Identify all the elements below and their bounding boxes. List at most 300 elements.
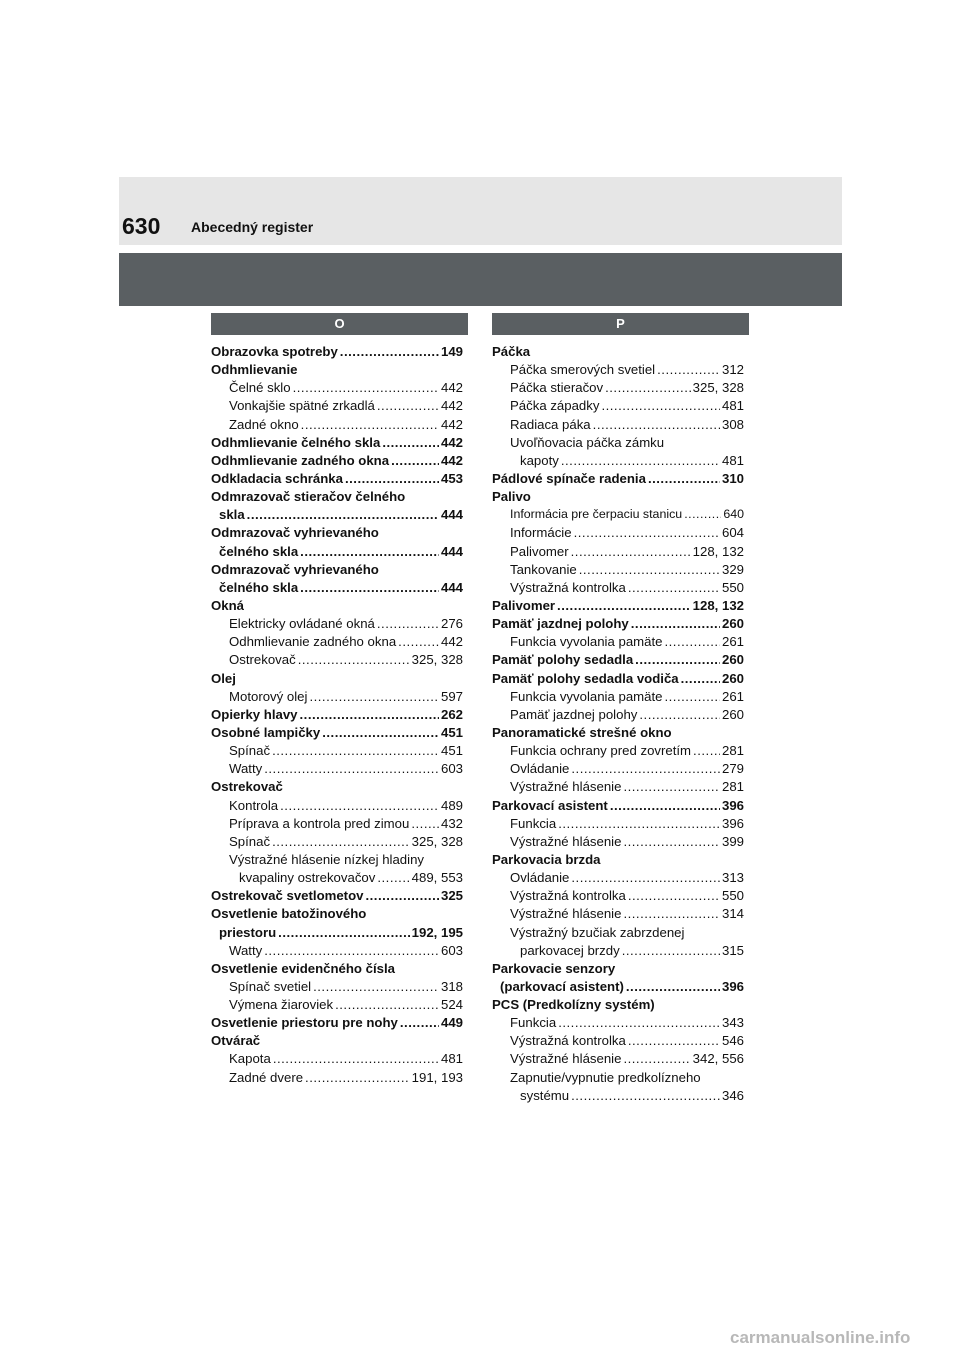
leader-dots bbox=[411, 816, 439, 831]
entry-text: kvapaliny ostrekovačov bbox=[239, 870, 376, 886]
entry-page-number: 399 bbox=[721, 833, 744, 849]
index-entry bbox=[211, 761, 463, 779]
leader-dots bbox=[623, 1051, 690, 1066]
leader-dots bbox=[631, 616, 720, 631]
entry-text: Spínač svetiel bbox=[229, 978, 312, 994]
index-entry bbox=[211, 852, 463, 870]
leader-dots bbox=[623, 779, 720, 794]
leader-dots bbox=[626, 979, 720, 994]
leader-dots bbox=[345, 471, 439, 486]
index-entry bbox=[492, 435, 744, 453]
letter-heading-o: O bbox=[211, 313, 468, 335]
index-entry bbox=[492, 906, 744, 924]
entry-page-number: 260 bbox=[721, 652, 744, 668]
leader-dots bbox=[398, 634, 439, 649]
leader-dots bbox=[628, 580, 720, 595]
index-entry bbox=[211, 798, 463, 816]
entry-page-number: 453 bbox=[440, 470, 463, 486]
index-entry bbox=[211, 1070, 463, 1088]
entry-page-number: 325, 328 bbox=[411, 652, 463, 668]
entry-page-number: 281 bbox=[721, 779, 744, 795]
leader-dots bbox=[264, 943, 439, 958]
entry-page-number: 343 bbox=[721, 1015, 744, 1031]
header-dark-band bbox=[119, 253, 842, 306]
letter-heading-p: P bbox=[492, 313, 749, 335]
index-entry bbox=[492, 925, 744, 943]
entry-text: Pamäť polohy sedadla bbox=[492, 652, 634, 668]
entry-page-number: 442 bbox=[440, 452, 463, 468]
entry-text: Watty bbox=[229, 761, 263, 777]
entry-page-number: 444 bbox=[440, 543, 463, 559]
leader-dots bbox=[635, 652, 720, 667]
index-entry bbox=[211, 471, 463, 489]
index-entry bbox=[492, 798, 744, 816]
index-column-o bbox=[211, 344, 463, 1088]
entry-page-number: 550 bbox=[721, 888, 744, 904]
entry-page-number: 260 bbox=[721, 706, 744, 722]
entry-text: Informácia pre čerpaciu stanicu bbox=[510, 507, 683, 522]
index-entry bbox=[211, 707, 463, 725]
index-entry bbox=[211, 870, 463, 888]
entry-text: Čelné sklo bbox=[229, 380, 291, 396]
leader-dots bbox=[571, 870, 720, 885]
index-entry bbox=[492, 743, 744, 761]
entry-page-number: 329 bbox=[721, 561, 744, 577]
index-entry bbox=[211, 725, 463, 743]
leader-dots bbox=[273, 1051, 439, 1066]
leader-dots bbox=[309, 689, 439, 704]
leader-dots bbox=[280, 798, 439, 813]
index-entry bbox=[211, 562, 463, 580]
entry-text: systému bbox=[520, 1087, 570, 1103]
entry-text: Výmena žiaroviek bbox=[229, 997, 334, 1013]
entry-page-number: 481 bbox=[721, 398, 744, 414]
entry-text: Palivomer bbox=[510, 543, 569, 559]
entry-text: Informácie bbox=[510, 525, 572, 541]
entry-text: Páčka stieračov bbox=[510, 380, 604, 396]
index-entry bbox=[492, 725, 744, 743]
leader-dots bbox=[623, 834, 720, 849]
entry-text: Odmrazovač stieračov čelného bbox=[211, 489, 406, 505]
index-entry bbox=[211, 544, 463, 562]
entry-page-number: 451 bbox=[440, 724, 463, 740]
entry-page-number: 603 bbox=[440, 942, 463, 958]
index-entry bbox=[492, 961, 744, 979]
index-entry bbox=[492, 1051, 744, 1069]
entry-page-number: 640 bbox=[723, 507, 744, 522]
index-entry bbox=[211, 925, 463, 943]
leader-dots bbox=[579, 562, 720, 577]
entry-text: Parkovacia brzda bbox=[492, 851, 601, 867]
leader-dots bbox=[558, 1015, 720, 1030]
leader-dots bbox=[247, 507, 439, 522]
entry-text: Funkcia bbox=[510, 1015, 557, 1031]
entry-text: Spínač bbox=[229, 743, 271, 759]
leader-dots bbox=[313, 979, 439, 994]
watermark: carmanualsonline.info bbox=[730, 1328, 911, 1347]
entry-page-number: 481 bbox=[721, 452, 744, 468]
leader-dots bbox=[610, 798, 720, 813]
entry-text: Otvárač bbox=[211, 1033, 261, 1049]
entry-text: Páčka západky bbox=[510, 398, 600, 414]
entry-text: Radiaca páka bbox=[510, 416, 591, 432]
entry-page-number: 192, 195 bbox=[411, 924, 463, 940]
index-entry bbox=[211, 743, 463, 761]
entry-page-number: 312 bbox=[721, 362, 744, 378]
entry-text: Ostrekovač bbox=[211, 779, 283, 795]
entry-text: Okná bbox=[211, 597, 244, 613]
leader-dots bbox=[601, 398, 720, 413]
entry-text: Pamäť jazdnej polohy bbox=[492, 616, 629, 632]
entry-text: Výstražná kontrolka bbox=[510, 579, 626, 595]
entry-text: Odhmlievanie zadného okna bbox=[211, 452, 390, 468]
entry-text: Elektricky ovládané okná bbox=[229, 616, 375, 632]
index-entry bbox=[211, 398, 463, 416]
index-entry bbox=[492, 580, 744, 598]
leader-dots bbox=[377, 398, 439, 413]
index-entry bbox=[211, 671, 463, 689]
index-entry bbox=[211, 344, 463, 362]
leader-dots bbox=[622, 943, 720, 958]
entry-text: Pamäť polohy sedadla vodiča bbox=[492, 670, 679, 686]
leader-dots bbox=[365, 888, 439, 903]
entry-text: Ostrekovač svetlometov bbox=[211, 888, 364, 904]
index-entry bbox=[492, 870, 744, 888]
index-entry bbox=[211, 435, 463, 453]
index-entry bbox=[211, 961, 463, 979]
entry-text: Odhmlievanie bbox=[211, 362, 298, 378]
entry-page-number: 261 bbox=[721, 688, 744, 704]
entry-text: čelného skla bbox=[219, 543, 299, 559]
leader-dots bbox=[377, 870, 409, 885]
entry-page-number: 603 bbox=[440, 761, 463, 777]
entry-text: Osvetlenie priestoru pre nohy bbox=[211, 1015, 398, 1031]
entry-page-number: 442 bbox=[440, 380, 463, 396]
index-entry bbox=[211, 1015, 463, 1033]
entry-text: Výstražný bzučiak zabrzdenej bbox=[510, 924, 685, 940]
index-entry bbox=[211, 507, 463, 525]
entry-text: Zadné okno bbox=[229, 416, 299, 432]
leader-dots bbox=[300, 707, 439, 722]
entry-text: Vonkajšie spätné zrkadlá bbox=[229, 398, 375, 414]
leader-dots bbox=[272, 834, 410, 849]
entry-page-number: 489 bbox=[440, 797, 463, 813]
leader-dots bbox=[305, 1070, 410, 1085]
entry-text: Ovládanie bbox=[510, 870, 570, 886]
entry-text: Tankovanie bbox=[510, 561, 577, 577]
leader-dots bbox=[693, 743, 720, 758]
entry-page-number: 597 bbox=[440, 688, 463, 704]
index-entry bbox=[211, 489, 463, 507]
index-entry bbox=[492, 380, 744, 398]
entry-page-number: 149 bbox=[440, 344, 463, 359]
index-entry bbox=[492, 562, 744, 580]
entry-text: Výstražná kontrolka bbox=[510, 888, 626, 904]
index-entry bbox=[492, 544, 744, 562]
leader-dots bbox=[400, 1015, 439, 1030]
entry-page-number: 318 bbox=[440, 978, 463, 994]
entry-text: Výstražné hlásenie bbox=[510, 1051, 622, 1067]
index-entry bbox=[211, 1051, 463, 1069]
index-entry bbox=[492, 707, 744, 725]
index-entry bbox=[492, 888, 744, 906]
entry-text: Zadné dvere bbox=[229, 1069, 304, 1085]
entry-text: Uvoľňovacia páčka zámku bbox=[510, 434, 665, 450]
index-entry bbox=[492, 634, 744, 652]
entry-page-number: 546 bbox=[721, 1033, 744, 1049]
leader-dots bbox=[278, 925, 410, 940]
leader-dots bbox=[593, 417, 720, 432]
index-entry bbox=[492, 979, 744, 997]
entry-page-number: 444 bbox=[440, 507, 463, 523]
index-entry bbox=[492, 507, 744, 525]
index-entry bbox=[492, 761, 744, 779]
entry-text: Opierky hlavy bbox=[211, 706, 298, 722]
entry-text: parkovacej brzdy bbox=[520, 942, 620, 958]
index-entry bbox=[211, 689, 463, 707]
entry-text: skla bbox=[219, 507, 245, 523]
entry-text: Páčka bbox=[492, 344, 531, 359]
entry-page-number: 315 bbox=[721, 942, 744, 958]
entry-text: Parkovací asistent bbox=[492, 797, 608, 813]
leader-dots bbox=[571, 544, 691, 559]
index-entry bbox=[211, 362, 463, 380]
entry-text: Osvetlenie batožinového bbox=[211, 906, 367, 922]
entry-page-number: 489, 553 bbox=[411, 870, 463, 886]
entry-text: Osvetlenie evidenčného čísla bbox=[211, 960, 395, 976]
index-entry bbox=[492, 652, 744, 670]
entry-page-number: 128, 132 bbox=[692, 597, 744, 613]
index-entry bbox=[492, 489, 744, 507]
entry-text: Palivomer bbox=[492, 597, 556, 613]
entry-text: PCS (Predkolízny systém) bbox=[492, 997, 655, 1013]
index-entry bbox=[492, 471, 744, 489]
index-entry bbox=[492, 779, 744, 797]
index-entry bbox=[492, 1070, 744, 1088]
leader-dots bbox=[628, 1033, 720, 1048]
entry-page-number: 524 bbox=[440, 997, 463, 1013]
entry-page-number: 308 bbox=[721, 416, 744, 432]
entry-page-number: 281 bbox=[721, 743, 744, 759]
index-entry bbox=[492, 943, 744, 961]
entry-page-number: 325, 328 bbox=[692, 380, 744, 396]
leader-dots bbox=[628, 888, 720, 903]
index-entry bbox=[211, 525, 463, 543]
index-entry bbox=[492, 616, 744, 634]
entry-text: Motorový olej bbox=[229, 688, 308, 704]
page-number: 630 bbox=[122, 213, 161, 239]
entry-page-number: 442 bbox=[440, 416, 463, 432]
entry-text: (parkovací asistent) bbox=[500, 978, 624, 994]
entry-text: Výstražné hlásenie bbox=[510, 833, 622, 849]
entry-page-number: 396 bbox=[721, 978, 744, 994]
leader-dots bbox=[272, 743, 439, 758]
entry-text: Panoramatické strešné okno bbox=[492, 724, 672, 740]
index-column-p bbox=[492, 344, 744, 1106]
entry-text: Pádlové spínače radenia bbox=[492, 470, 646, 486]
leader-dots bbox=[340, 344, 439, 359]
leader-dots bbox=[648, 471, 720, 486]
index-entry bbox=[211, 943, 463, 961]
entry-text: Osobné lampičky bbox=[211, 724, 321, 740]
entry-text: Funkcia vyvolania pamäte bbox=[510, 688, 663, 704]
leader-dots bbox=[335, 997, 439, 1012]
index-entry bbox=[211, 616, 463, 634]
leader-dots bbox=[293, 380, 439, 395]
index-entry bbox=[492, 344, 744, 362]
index-entry bbox=[492, 453, 744, 471]
index-entry bbox=[492, 398, 744, 416]
entry-text: Pamäť jazdnej polohy bbox=[510, 706, 638, 722]
entry-page-number: 128, 132 bbox=[692, 543, 744, 559]
leader-dots bbox=[571, 1088, 720, 1103]
leader-dots bbox=[557, 598, 691, 613]
entry-page-number: 342, 556 bbox=[692, 1051, 744, 1067]
leader-dots bbox=[664, 689, 720, 704]
index-entry bbox=[492, 671, 744, 689]
leader-dots bbox=[382, 435, 439, 450]
leader-dots bbox=[605, 380, 691, 395]
entry-page-number: 325 bbox=[440, 888, 463, 904]
entry-page-number: 444 bbox=[440, 579, 463, 595]
entry-text: Výstražné hlásenie bbox=[510, 906, 622, 922]
index-entry bbox=[492, 816, 744, 834]
entry-page-number: 261 bbox=[721, 634, 744, 650]
index-entry bbox=[492, 1033, 744, 1051]
entry-page-number: 260 bbox=[721, 670, 744, 686]
entry-page-number: 449 bbox=[440, 1015, 463, 1031]
entry-page-number: 442 bbox=[440, 434, 463, 450]
index-entry bbox=[211, 634, 463, 652]
entry-text: Príprava a kontrola pred zimou bbox=[229, 815, 410, 831]
index-entry bbox=[211, 453, 463, 471]
entry-text: Olej bbox=[211, 670, 236, 686]
entry-text: Odmrazovač vyhrievaného bbox=[211, 525, 379, 541]
entry-page-number: 451 bbox=[440, 743, 463, 759]
entry-page-number: 396 bbox=[721, 797, 744, 813]
entry-page-number: 346 bbox=[721, 1087, 744, 1103]
leader-dots bbox=[684, 507, 721, 521]
index-entry bbox=[492, 834, 744, 852]
index-entry bbox=[492, 598, 744, 616]
entry-text: Výstražná kontrolka bbox=[510, 1033, 626, 1049]
entry-page-number: 260 bbox=[721, 616, 744, 632]
entry-page-number: 604 bbox=[721, 525, 744, 541]
entry-text: Zapnutie/vypnutie predkolízneho bbox=[510, 1069, 701, 1085]
entry-text: Funkcia ochrany pred zovretím bbox=[510, 743, 692, 759]
index-entry bbox=[492, 362, 744, 380]
entry-page-number: 481 bbox=[440, 1051, 463, 1067]
index-entry bbox=[492, 417, 744, 435]
entry-page-number: 314 bbox=[721, 906, 744, 922]
entry-text: Palivo bbox=[492, 489, 531, 505]
entry-text: Páčka smerových svetiel bbox=[510, 362, 656, 378]
index-entry bbox=[492, 997, 744, 1015]
entry-page-number: 313 bbox=[721, 870, 744, 886]
entry-page-number: 550 bbox=[721, 579, 744, 595]
entry-text: kapoty bbox=[520, 452, 559, 468]
entry-text: Ovládanie bbox=[510, 761, 570, 777]
entry-text: Funkcia vyvolania pamäte bbox=[510, 634, 663, 650]
index-entry bbox=[211, 834, 463, 852]
index-entry bbox=[211, 1033, 463, 1051]
section-title: Abecedný register bbox=[191, 219, 314, 235]
leader-dots bbox=[657, 362, 720, 377]
entry-page-number: 262 bbox=[440, 706, 463, 722]
leader-dots bbox=[561, 453, 720, 468]
entry-page-number: 325, 328 bbox=[411, 833, 463, 849]
leader-dots bbox=[664, 634, 720, 649]
index-entry bbox=[211, 979, 463, 997]
index-entry bbox=[211, 598, 463, 616]
entry-page-number: 276 bbox=[440, 616, 463, 632]
index-entry bbox=[492, 1015, 744, 1033]
leader-dots bbox=[298, 652, 410, 667]
entry-text: Spínač bbox=[229, 833, 271, 849]
entry-text: Odkladacia schránka bbox=[211, 470, 343, 486]
entry-page-number: 191, 193 bbox=[411, 1069, 463, 1085]
leader-dots bbox=[574, 525, 720, 540]
leader-dots bbox=[300, 580, 439, 595]
index-entry bbox=[211, 997, 463, 1015]
entry-page-number: 310 bbox=[721, 470, 744, 486]
leader-dots bbox=[571, 761, 720, 776]
entry-text: Kapota bbox=[229, 1051, 271, 1067]
entry-text: Odhmlievanie čelného skla bbox=[211, 434, 381, 450]
leader-dots bbox=[558, 816, 720, 831]
entry-page-number: 442 bbox=[440, 634, 463, 650]
index-entry bbox=[211, 888, 463, 906]
entry-text: Odhmlievanie zadného okna bbox=[229, 634, 397, 650]
entry-text: priestoru bbox=[219, 924, 277, 940]
index-entry bbox=[492, 852, 744, 870]
leader-dots bbox=[322, 725, 439, 740]
leader-dots bbox=[639, 707, 720, 722]
leader-dots bbox=[301, 417, 439, 432]
entry-page-number: 279 bbox=[721, 761, 744, 777]
leader-dots bbox=[264, 761, 439, 776]
entry-page-number: 432 bbox=[440, 815, 463, 831]
entry-page-number: 396 bbox=[721, 815, 744, 831]
leader-dots bbox=[681, 671, 720, 686]
leader-dots bbox=[623, 906, 720, 921]
entry-text: Obrazovka spotreby bbox=[211, 344, 338, 359]
leader-dots bbox=[300, 544, 439, 559]
entry-text: Výstražné hlásenie bbox=[510, 779, 622, 795]
leader-dots bbox=[391, 453, 439, 468]
entry-text: Watty bbox=[229, 942, 263, 958]
entry-text: čelného skla bbox=[219, 579, 299, 595]
index-entry bbox=[492, 525, 744, 543]
index-entry bbox=[211, 380, 463, 398]
entry-text: Kontrola bbox=[229, 797, 279, 813]
leader-dots bbox=[377, 616, 439, 631]
index-entry bbox=[211, 906, 463, 924]
entry-text: Funkcia bbox=[510, 815, 557, 831]
entry-text: Ostrekovač bbox=[229, 652, 296, 668]
entry-page-number: 442 bbox=[440, 398, 463, 414]
index-entry bbox=[211, 652, 463, 670]
index-entry bbox=[211, 580, 463, 598]
entry-text: Odmrazovač vyhrievaného bbox=[211, 561, 379, 577]
index-entry bbox=[492, 689, 744, 707]
entry-text: Výstražné hlásenie nízkej hladiny bbox=[229, 851, 424, 867]
index-entry bbox=[492, 1088, 744, 1106]
index-entry bbox=[211, 417, 463, 435]
index-entry bbox=[211, 779, 463, 797]
index-entry bbox=[211, 816, 463, 834]
entry-text: Parkovacie senzory bbox=[492, 960, 616, 976]
